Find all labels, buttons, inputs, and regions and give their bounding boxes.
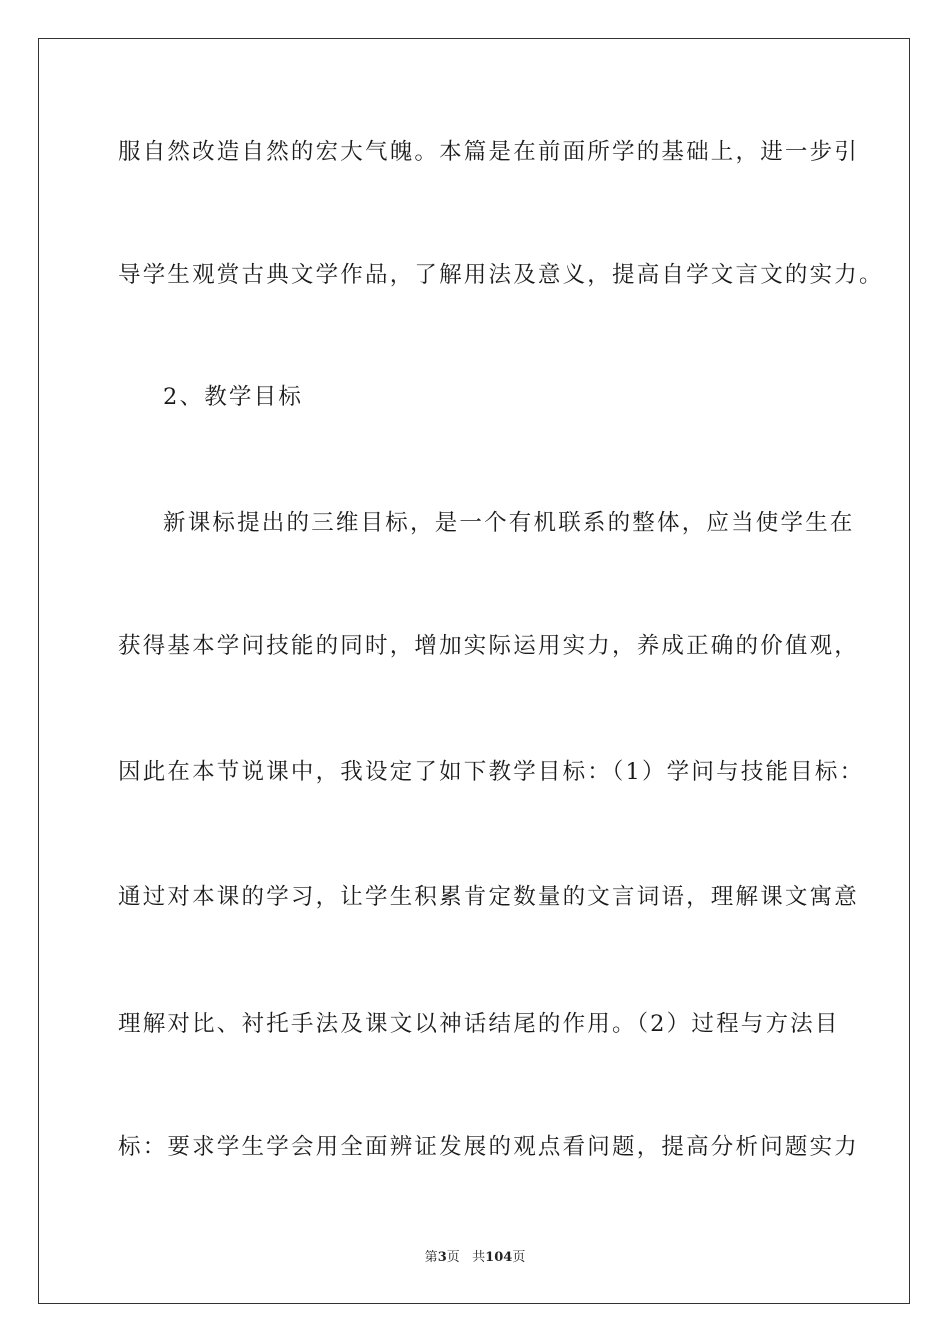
text-line-9: 标：要求学生学会用全面辨证发展的观点看问题，提高分析问题实力 bbox=[118, 1134, 860, 1160]
text-line-5: 获得基本学问技能的同时，增加实际运用实力，养成正确的价值观， bbox=[118, 633, 860, 659]
footer-page-number: 3 bbox=[437, 1250, 447, 1265]
section-heading: 2、教学目标 bbox=[163, 384, 304, 410]
text-line-4: 新课标提出的三维目标，是一个有机联系的整体，应当使学生在 bbox=[163, 510, 855, 536]
text-line-1: 服自然改造自然的宏大气魄。本篇是在前面所学的基础上，进一步引 bbox=[118, 139, 860, 165]
footer-page-suffix: 页 bbox=[446, 1250, 460, 1265]
text-line-2: 导学生观赏古典文学作品，了解用法及意义，提高自学文言文的实力。 bbox=[118, 262, 884, 288]
page-border bbox=[38, 38, 910, 1304]
footer-total-suffix: 页 bbox=[512, 1250, 526, 1265]
footer-total-prefix: 共 bbox=[472, 1250, 486, 1265]
footer-page-prefix: 第 bbox=[424, 1250, 438, 1265]
text-line-8: 理解对比、衬托手法及课文以神话结尾的作用。（2）过程与方法目 bbox=[118, 1011, 840, 1037]
footer-total-pages: 104 bbox=[485, 1250, 513, 1265]
text-line-6: 因此在本节说课中，我设定了如下教学目标：（1）学问与技能目标： bbox=[118, 759, 865, 785]
page-footer bbox=[0, 1246, 950, 1265]
text-line-7: 通过对本课的学习，让学生积累肯定数量的文言词语，理解课文寓意 bbox=[118, 884, 860, 910]
